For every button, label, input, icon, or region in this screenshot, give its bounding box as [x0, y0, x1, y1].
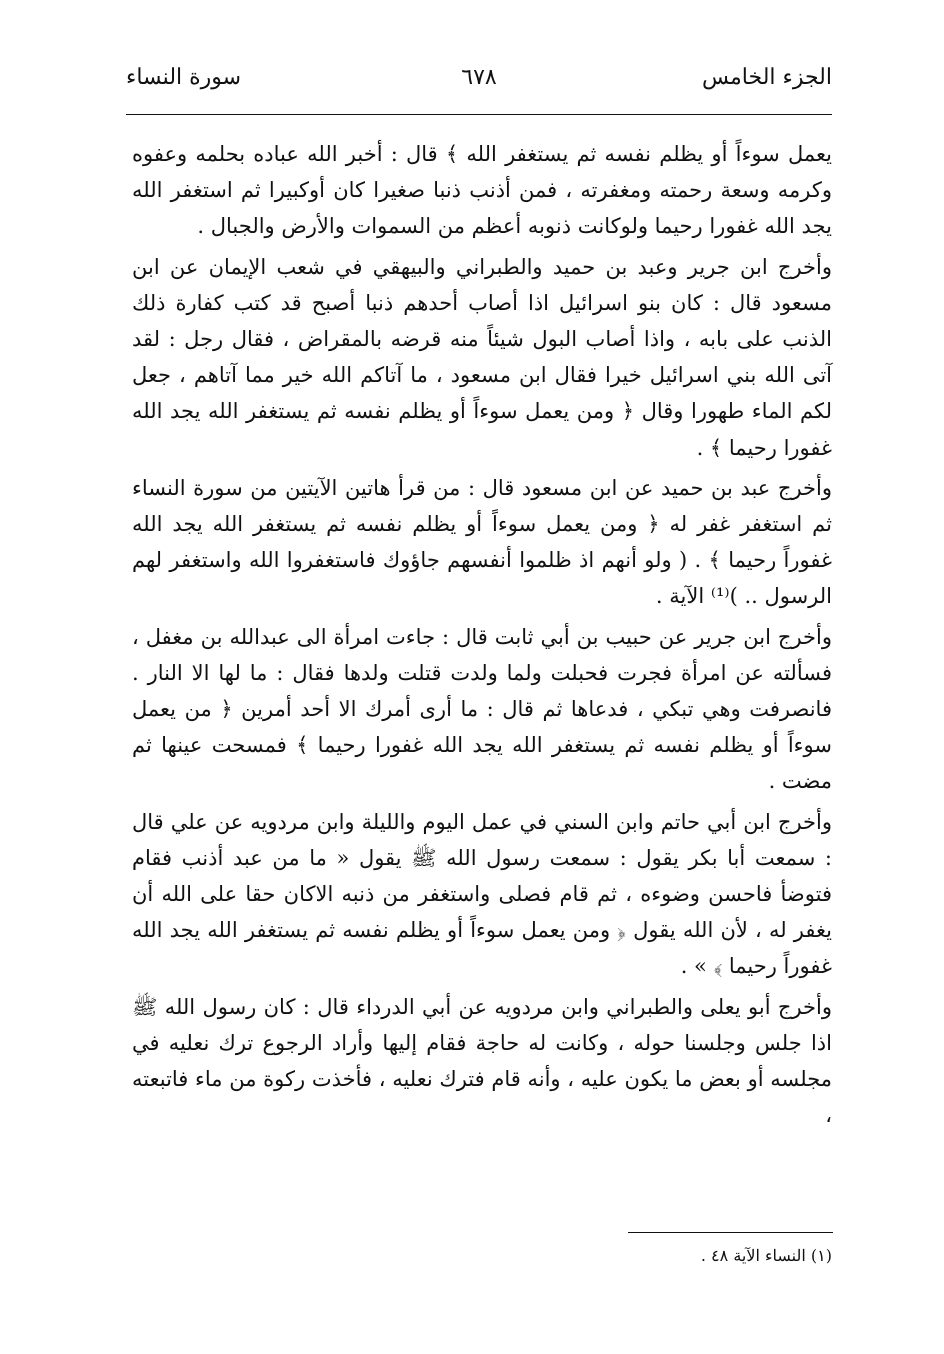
juz-title: الجزء الخامس: [701, 65, 832, 90]
surah-title: سورة النساء: [126, 65, 242, 90]
page-number: ٦٧٨: [461, 65, 497, 90]
paragraph-6: وأخرج أبو يعلى والطبراني وابن مردويه عن أبي الدرداء قال : كان رسول الله ﷺ اذا جلس وجلسنا حوله ، وكانت له حاجة فقام إليها وأراد الرجوع ترك نعليه في مجلسه أو بعض ما يكون عليه ، وأنه قام فترك نعليه ، فأخذت ركوة من ماء فاتبعته ،: [132, 994, 832, 1128]
paragraph-3: وأخرج عبد بن حميد عن ابن مسعود قال : من قرأ هاتين الآيتين من سورة النساء ثم استغفر غفر له ﴿ ومن يعمل سوءاً أو يظلم نفسه ثم يستغفر الله يجد الله غفوراً رحيما ﴾ . ( ولو أنهم اذ ظلموا أنفسهم جاؤوك فاستغفروا الله واستغفر لهم الرسول .. )⁽¹⁾ الآية .: [132, 475, 832, 609]
footnote: (١) النساء الآية ٤٨ .: [700, 1246, 832, 1265]
paragraph-2: وأخرج ابن جرير وعبد بن حميد والطبراني والبيهقي في شعب الإيمان عن ابن مسعود قال : كان بنو اسرائيل اذا أصاب أحدهم ذنبا أصبح قد كتب كفارة ذلك الذنب على بابه ، واذا أصاب البول شيئاً منه قرضه بالمقراض ، فقال رجل : لقد آتى الله بني اسرائيل خيرا فقال ابن مسعود ، ما آتاكم الله خير مما آتاهم ، جعل لكم الماء طهورا وقال ﴿ ومن يعمل سوءاً أو يظلم نفسه ثم يستغفر الله يجد الله غفورا رحيما ﴾ .: [132, 254, 832, 460]
paragraph-4: وأخرج ابن جرير عن حبيب بن أبي ثابت قال : جاءت امرأة الى عبدالله بن مغفل ، فسألته عن امرأة فجرت فحبلت ولما ولدت قتلت ولدها فقال : ما لها الا النار . فانصرفت وهي تبكي ، فدعاها ثم قال : ما أرى أمرك الا أحد أمرين ﴿ من يعمل سوءاً أو يظلم نفسه ثم يستغفر الله يجد الله غفورا رحيما ﴾ فمسحت عينها ثم مضت .: [132, 624, 832, 794]
paragraph-1: يعمل سوءاً أو يظلم نفسه ثم يستغفر الله ﴾ قال : أخبر الله عباده بحلمه وعفوه وكرمه وسعة رحمته ومغفرته ، فمن أذنب ذنبا صغيرا كان أوكبيرا ثم استغفر الله يجد الله غفورا رحيما ولوكانت ذنوبه أعظم من السموات والأرض والجبال .: [132, 142, 832, 239]
page-header: [126, 58, 832, 106]
footnote-divider: [628, 1232, 833, 1233]
main-text: [132, 136, 832, 1137]
header-divider: [126, 114, 832, 115]
paragraph-5: وأخرج ابن أبي حاتم وابن السني في عمل اليوم والليلة وابن مردويه عن علي قال : سمعت أبا بكر يقول : سمعت رسول الله ﷺ يقول « ما من عبد أذنب فقام فتوضأ فاحسن وضوءه ، ثم قام فصلى واستغفر من ذنبه الاكان حقا على الله أن يغفر له ، لأن الله يقول ﴿ ومن يعمل سوءاً أو يظلم نفسه ثم يستغفر الله يجد الله غفوراً رحيما ﴾ » .: [132, 809, 832, 979]
